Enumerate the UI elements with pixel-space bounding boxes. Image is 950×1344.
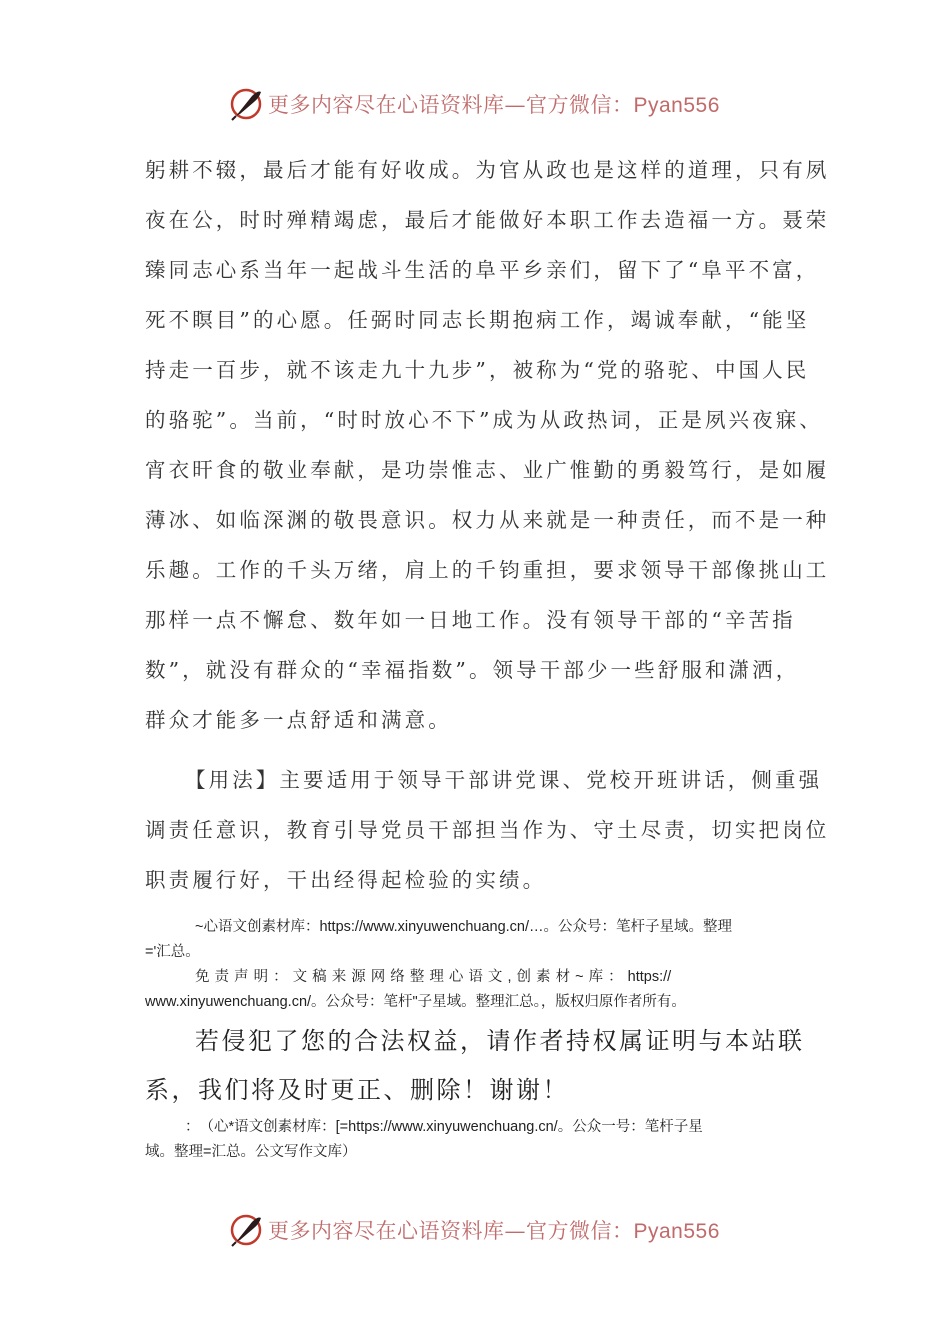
header-banner (228, 84, 748, 124)
body-line: 臻同志心系当年一起战斗生活的阜平乡亲们，留下了“阜平不富， (145, 258, 820, 282)
disclaimer-line: 免 责 声 明 ： 文 稿 来 源 网 络 整 理 心 语 文 , 创 素 材 ~ 库 ： https:// (195, 969, 672, 985)
footer-banner-label: 更多内容尽在心语资料库—官方微信： (268, 1219, 634, 1243)
body-line: 夜在公，时时殚精竭虑，最后才能做好本职工作去造福一方。聂荣 (145, 208, 830, 232)
body-line: 的骆驼”。当前，“时时放心不下”成为从政热词，正是夙兴夜寐、 (145, 408, 823, 432)
source-library-line: ： （心*语文创素材库：[=https://www.xinyuwenchuang.cn/。公众一号：笔杆子星 (185, 1119, 703, 1135)
quill-pen-logo-icon (228, 86, 264, 122)
body-line: 乐趣。工作的千头万绪，肩上的千钧重担，要求领导干部像挑山工 (145, 558, 830, 582)
body-line: 数”，就没有群众的“幸福指数”。领导干部少一些舒服和潇洒， (145, 658, 800, 682)
disclaimer-line: www.xinyuwenchuang.cn/。公众号：笔杆"子星域。整理汇总。，版权归原作者所有。 (145, 994, 686, 1010)
body-line: 【用法】主要适用于领导干部讲党课、党校开班讲话，侧重强 (185, 768, 823, 792)
body-line: 薄冰、如临深渊的敬畏意识。权力从来就是一种责任，而不是一种 (145, 508, 830, 532)
rights-notice-line: 若侵犯了您的合法权益，请作者持权属证明与本站联 (195, 1027, 805, 1055)
body-line: 群众才能多一点舒适和满意。 (145, 708, 452, 732)
footer-banner-text (268, 1215, 720, 1245)
header-wechat-id: Pyan556 (633, 94, 720, 117)
footer-banner (228, 1210, 748, 1250)
source-note-line: ='汇总。 (145, 944, 200, 960)
header-banner-text (268, 89, 720, 119)
header-banner-label: 更多内容尽在心语资料库—官方微信： (268, 93, 634, 117)
body-line: 职责履行好，干出经得起检验的实绩。 (145, 868, 547, 892)
body-line: 死不瞑目”的心愿。任弼时同志长期抱病工作，竭诚奉献，“能坚 (145, 308, 810, 332)
quill-pen-logo-icon (228, 1212, 264, 1248)
body-line: 那样一点不懈怠、数年如一日地工作。没有领导干部的“辛苦指 (145, 608, 796, 632)
body-line: 躬耕不辍，最后才能有好收成。为官从政也是这样的道理，只有夙 (145, 158, 830, 182)
body-line: 调责任意识，教育引导党员干部担当作为、守土尽责，切实把岗位 (145, 818, 830, 842)
body-line: 宵衣旰食的敬业奉献，是功崇惟志、业广惟勤的勇毅笃行，是如履 (145, 458, 830, 482)
source-library-line: 域。整理=汇总。公文写作文库） (145, 1144, 357, 1160)
rights-notice-line: 系，我们将及时更正、删除！谢谢！ (145, 1076, 569, 1104)
footer-wechat-id: Pyan556 (633, 1220, 720, 1243)
body-line: 持走一百步，就不该走九十九步”，被称为“党的骆驼、中国人民 (145, 358, 810, 382)
source-note-line: ~心语文创素材库：https://www.xinyuwenchuang.cn/…。公众号：笔杆子星域。整理 (195, 919, 733, 935)
